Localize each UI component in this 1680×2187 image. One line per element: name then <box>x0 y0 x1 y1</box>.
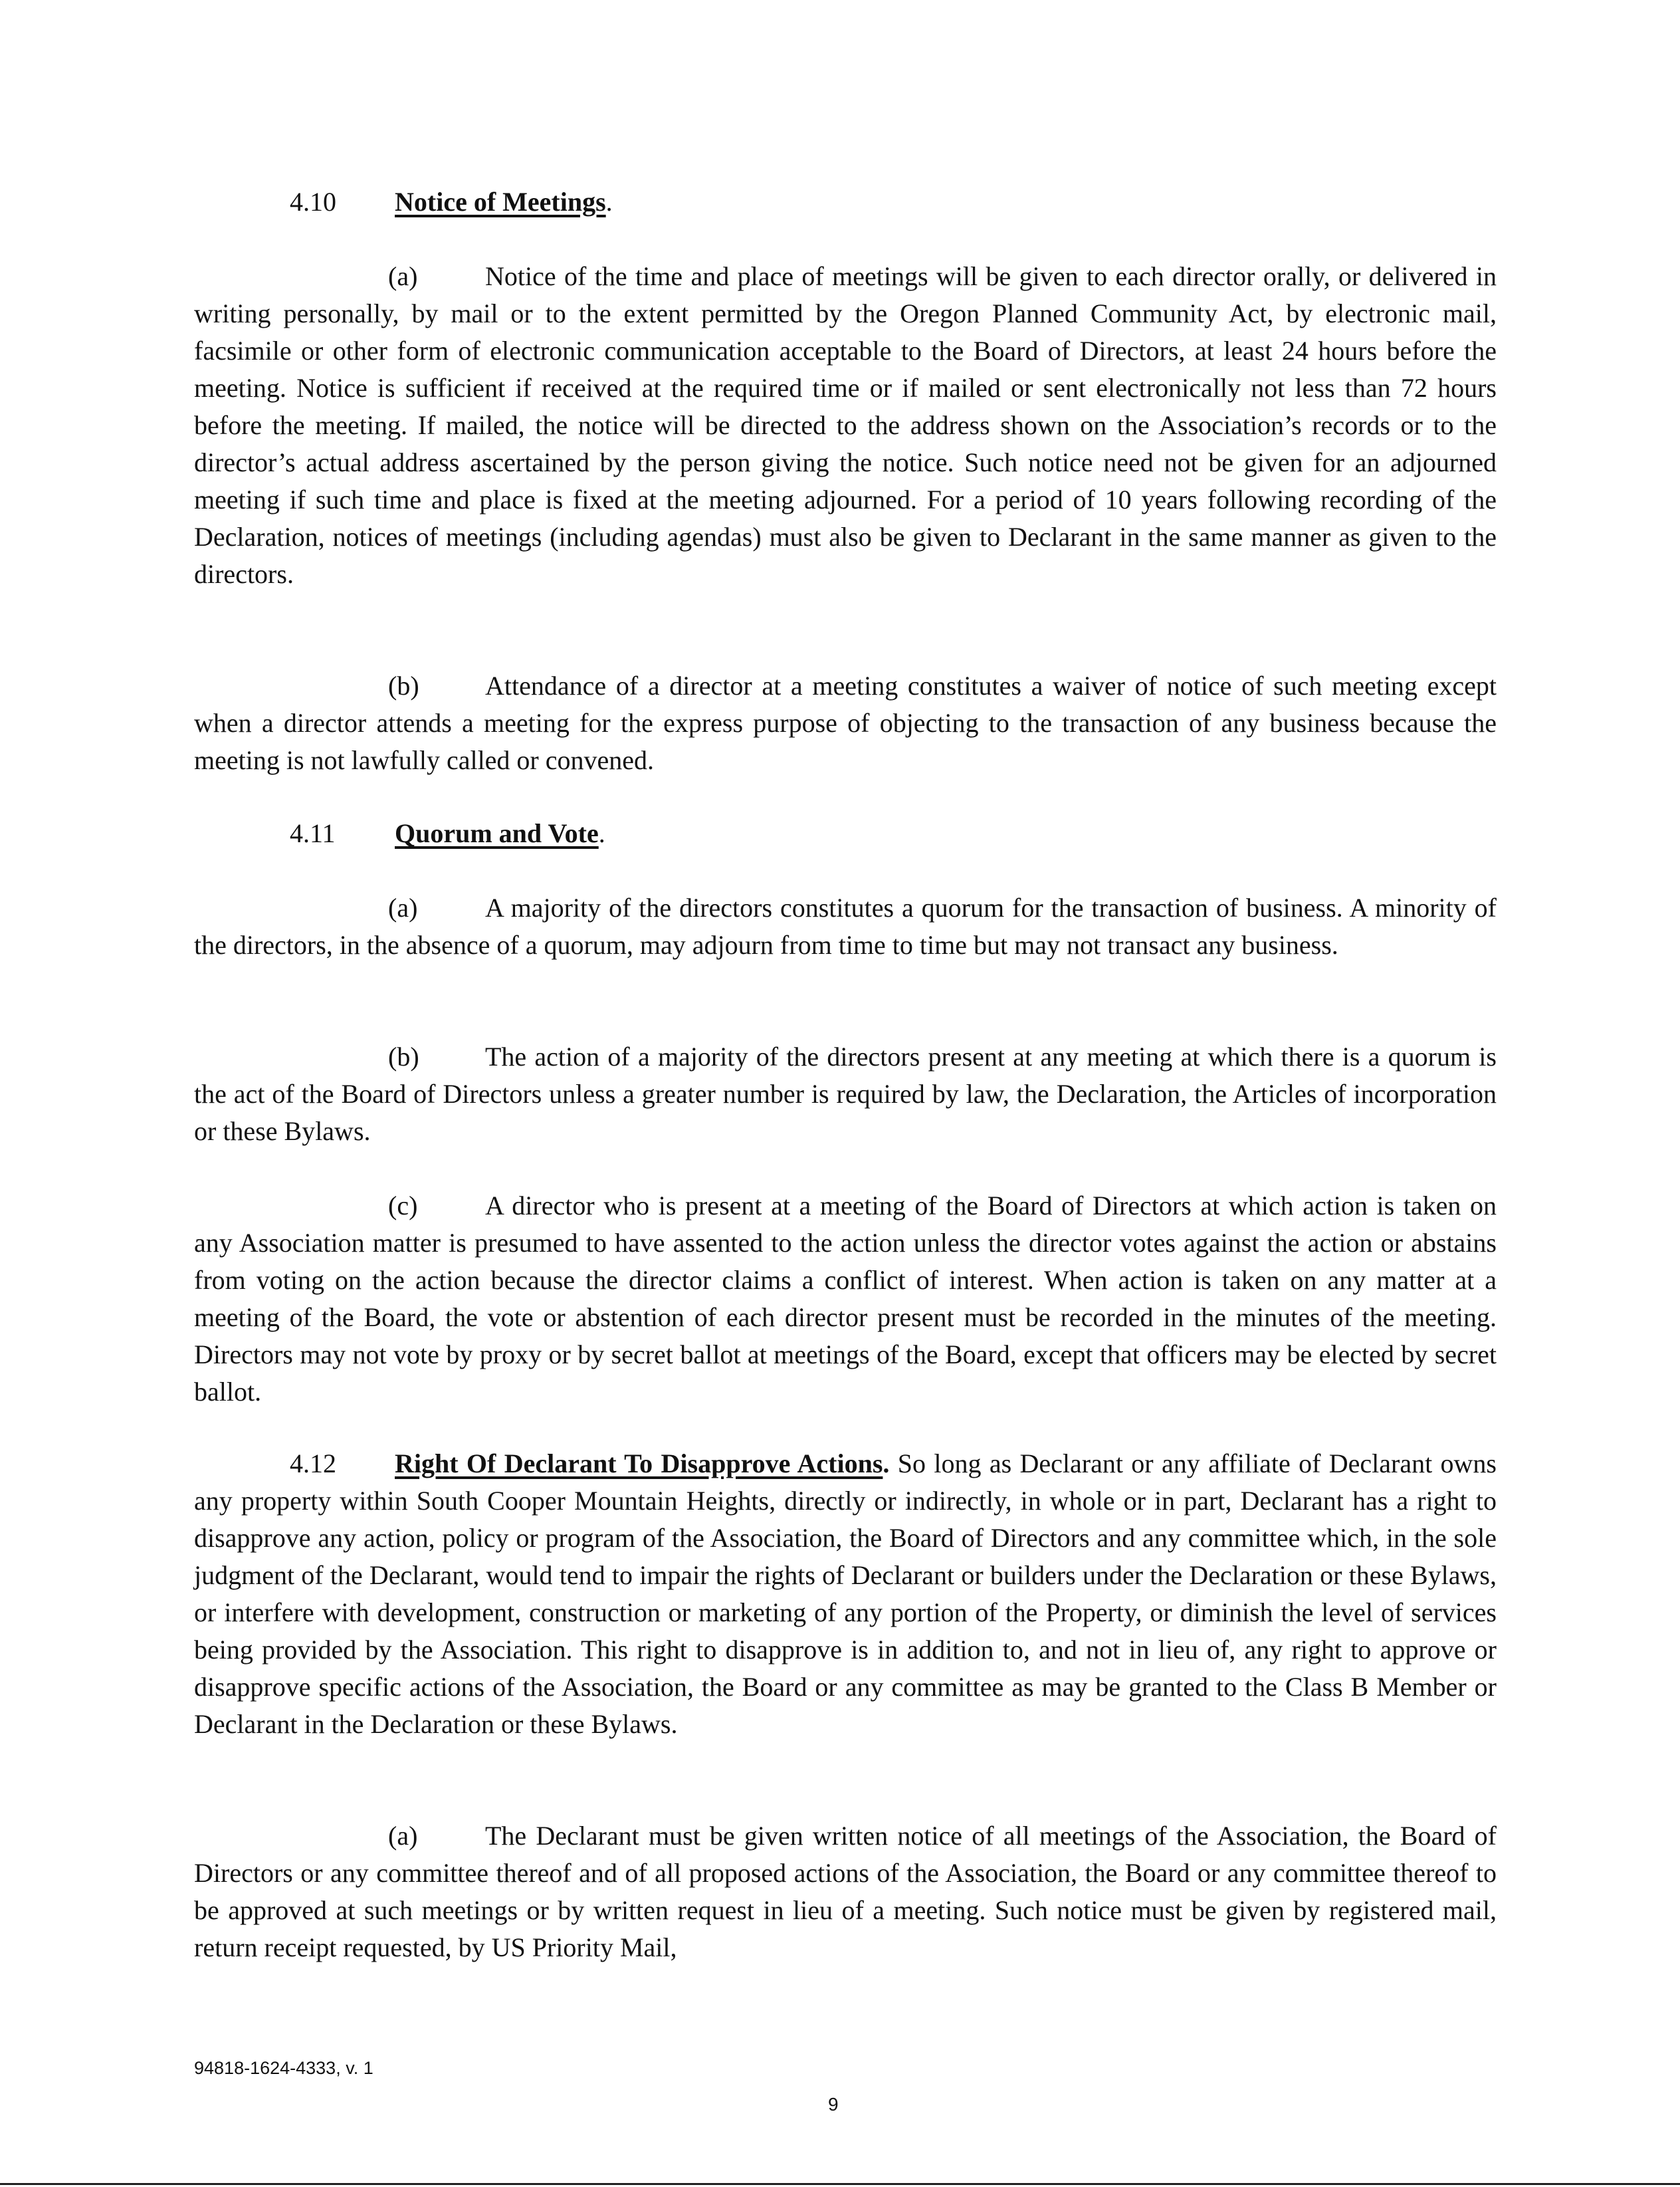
paragraph-text: So long as Declarant or any affiliate of Declarant owns any property within South Cooper Mountain Heights, directly or indirectly, in whole or in part, Declarant has a right to disapprove any action, policy or program of the Association, the Board of Directors and any committee which, in the sole judgment of the Declarant, would tend to impair the rights of Declarant or builders under the Declaration or these Bylaws, or interfere with development, construction or marketing of any portion of the Property, or diminish the level of services being provided by the Association. This right to disapprove is in addition to, and not in lieu of, any right to approve or disapprove specific actions of the Association, the Board or any committee as may be granted to the Class B Member or Declarant in the Declaration or these Bylaws. <box>194 1448 1497 1739</box>
paragraph-text: A majority of the directors constitutes a quorum for the transaction of business. A minority of the directors, in the absence of a quorum, may adjourn from time to time but may not transact any business. <box>194 893 1497 960</box>
document-id: 94818-1624-4333, v. 1 <box>194 2058 373 2078</box>
section-number: 4.11 <box>290 818 336 848</box>
section-4-11-heading: 4.11 Quorum and Vote. <box>290 815 605 852</box>
paragraph-label: (b) <box>388 1042 419 1072</box>
page-bottom-edge <box>0 2183 1680 2185</box>
section-4-10-a <box>194 258 1497 593</box>
section-4-12: 4.12 Right Of Declarant To Disapprove Actions. So long as Declarant or any affiliate of Declarant owns any property within South Cooper Mountain Heights, directly or indirectly, in whole or in part, Declarant has a right to disapprove any action, policy or program of the Association, the Board of Directors and any committee which, in the sole judgment of the Declarant, would tend to impair the rights of Declarant or builders under the Declaration or these Bylaws, or interfere with development, construction or marketing of any portion of the Property, or diminish the level of services being provided by the Association. This right to disapprove is in addition to, and not in lieu of, any right to approve or disapprove specific actions of the Association, the Board or any committee as may be granted to the Class B Member or Declarant in the Declaration or these Bylaws. <box>194 1445 1497 1743</box>
section-4-11-a <box>194 889 1497 964</box>
section-number: 4.12 <box>290 1448 336 1478</box>
paragraph-label: (a) <box>388 893 418 923</box>
paragraph-label: (a) <box>388 1821 418 1851</box>
page-number: 9 <box>828 2094 839 2115</box>
paragraph-text: A director who is present at a meeting of the Board of Directors at which action is taken on any Association matter is presumed to have assented to the action unless the director votes against the action or abstains from voting on the action because the director claims a conflict of interest. When action is taken on any matter at a meeting of the Board, the vote or abstention of each director present must be recorded in the minutes of the meeting. Directors may not vote by proxy or by secret ballot at meetings of the Board, except that officers may be elected by secret ballot. <box>194 1191 1497 1407</box>
section-4-10-b <box>194 667 1497 779</box>
paragraph-text: Notice of the time and place of meetings will be given to each director orally, or delivered in writing personally, by mail or to the extent permitted by the Oregon Planned Community Act, by electronic mail, facsimile or other form of electronic communication acceptable to the Board of Directors, at least 24 hours before the meeting. Notice is sufficient if received at the required time or if mailed or sent electronically not less than 72 hours before the meeting. If mailed, the notice will be directed to the address shown on the Association’s records or to the director’s actual address ascertained by the person giving the notice. Such notice need not be given for an adjourned meeting if such time and place is fixed at the meeting adjourned. For a period of 10 years following recording of the Declaration, notices of meetings (including agendas) must also be given to Declarant in the same manner as given to the directors. <box>194 261 1497 589</box>
section-title: Right Of Declarant To Disapprove Actions <box>395 1448 883 1478</box>
paragraph-label: (a) <box>388 261 418 291</box>
section-4-11-b <box>194 1038 1497 1150</box>
section-number: 4.10 <box>290 187 336 217</box>
paragraph-label: (b) <box>388 671 419 701</box>
paragraph-text: Attendance of a director at a meeting constitutes a waiver of notice of such meeting except when a director attends a meeting for the express purpose of objecting to the transaction of any business because the meeting is not lawfully called or convened. <box>194 671 1497 775</box>
paragraph-text: The action of a majority of the directors present at any meeting at which there is a quorum is the act of the Board of Directors unless a greater number is required by law, the Declaration, the Articles of incorporation or these Bylaws. <box>194 1042 1497 1146</box>
paragraph-text: The Declarant must be given written notice of all meetings of the Association, the Board of Directors or any committee thereof and of all proposed actions of the Association, the Board or any committee thereof to be approved at such meetings or by written request in lieu of a meeting. Such notice must be given by registered mail, return receipt requested, by US Priority Mail, <box>194 1821 1497 1962</box>
section-4-11-c <box>194 1187 1497 1411</box>
section-4-12-a <box>194 1817 1497 1966</box>
section-title: Notice of Meetings <box>395 187 606 217</box>
section-4-10-heading: 4.10 Notice of Meetings. <box>290 183 613 221</box>
paragraph-label: (c) <box>388 1191 418 1220</box>
section-title: Quorum and Vote <box>395 818 599 848</box>
